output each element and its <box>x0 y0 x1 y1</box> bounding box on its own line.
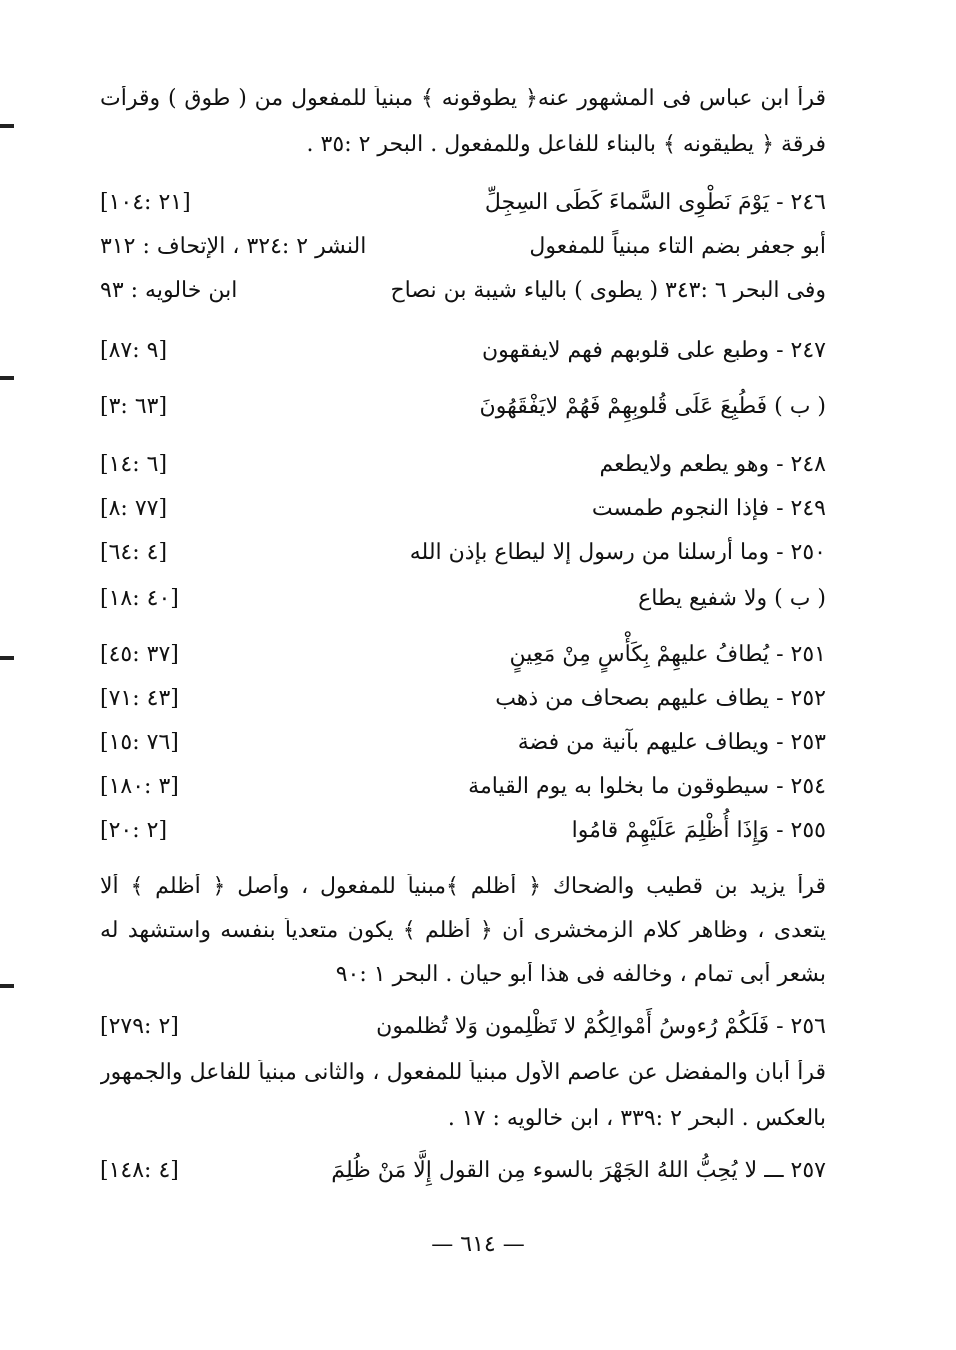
entry-ref: [٩ :٨٧] <box>100 338 168 363</box>
entry-text: ٢٥٥ - وَإِذَا أُظْلِمَ عَلَيْهِمْ قامُوا <box>571 818 826 843</box>
entry-ref: [٢ :٢٧٩] <box>100 1014 179 1039</box>
entry-247-b <box>100 394 826 428</box>
entry-ref: [٧٦ :١٥] <box>100 730 179 755</box>
edge-mark <box>0 984 14 988</box>
edge-mark <box>0 656 14 660</box>
note-246-a <box>100 234 826 268</box>
entry-246 <box>100 190 826 224</box>
entry-text: ٢٥٣ - ويطاف عليهم بآنية من فضة <box>517 730 826 755</box>
entry-text: ٢٤٧ - وطبع على قلوبهم فهم لايفقهون <box>481 338 826 363</box>
entry-text: ٢٥٧ ـــ لا يُحِبُّ اللهُ الجَهْرَ بالسوء مِن القول إِلَّا مَنْ ظُلِمَ <box>331 1158 826 1183</box>
entry-249 <box>100 496 826 530</box>
entry-247 <box>100 338 826 372</box>
entry-text: ٢٥٠ - وما أرسلنا من رسول إلا ليطاع بإذن الله <box>409 540 826 565</box>
entry-text: ٢٥١ - يُطافُ عليهِمْ بِكَأْسٍ مِنْ مَعِينٍ <box>509 642 826 667</box>
entry-ref: [٤٠ :١٨] <box>100 586 179 611</box>
para-255-line-1: قرأ يزيد بن قطيب والضحاك ﴿ أظلم ﴾مبنياً للمفعول ، وأصل ﴿ أظلم ﴾ ألا <box>100 874 826 899</box>
entry-248 <box>100 452 826 486</box>
note-right: وفى البحر ٦ :٣٤٣ ( يطوى ) بالياء شيبة بن نصاح <box>390 278 826 303</box>
para-256-line-1: قرأ أبان والمفضل عن عاصم الأول مبنياً للمفعول ، والثانى مبنياً للفاعل والجمهور <box>100 1060 826 1085</box>
entry-251 <box>100 642 826 676</box>
entry-ref: [٣٧ :٤٥] <box>100 642 179 667</box>
edge-mark <box>0 124 14 128</box>
entry-text: ٢٥٤ - سيطوقون ما بخلوا به يوم القيامة <box>468 774 826 799</box>
entry-254 <box>100 774 826 808</box>
entry-256 <box>100 1014 826 1048</box>
entry-ref: [٣ :١٨٠] <box>100 774 179 799</box>
entry-ref: [٤ :٦٤] <box>100 540 168 565</box>
para-256-line-2: بالعكس . البحر ٢ :٣٣٩ ، ابن خالويه : ١٧ . <box>447 1106 826 1131</box>
entry-text: ٢٥٢ - يطاف عليهم بصحاف من ذهب <box>495 686 826 711</box>
para-255-line-3: بشعر أبى تمام ، وخالفه فى هذا أبو حيان . البحر ١ :٩٠ <box>335 962 826 987</box>
entry-text: ( ب ) ولا شفيع يطاع <box>638 586 826 611</box>
entry-text: ٢٤٨ - وهو يطعم ولايطعم <box>599 452 826 477</box>
entry-252 <box>100 686 826 720</box>
intro-line-1: قرأ ابن عباس فى المشهور عنه﴿ يطوقونه ﴾ مبنياً للمفعول من ( طوق ) وقرأت <box>100 86 826 111</box>
page-number: — ٦١٤ — <box>431 1232 525 1257</box>
note-left: ابن خالويه : ٩٣ <box>100 278 238 303</box>
entry-ref: [٢ :٢٠] <box>100 818 168 843</box>
note-246-b <box>100 278 826 312</box>
para-255-line-2: يتعدى ، وظاهر كلام الزمخشرى أن ﴿ أظلم ﴾ يكون متعدياً بنفسه واستشهد له <box>100 918 826 943</box>
entry-ref: [٦٣ :٣] <box>100 394 168 419</box>
entry-ref: [٢١ :١٠٤] <box>100 190 191 215</box>
edge-mark <box>0 376 14 380</box>
intro-line-2: فرقة ﴿ يطيقونه ﴾ بالبناء للفاعل وللمفعول . البحر ٢ :٣٥ . <box>306 132 826 157</box>
entry-257 <box>100 1158 826 1192</box>
entry-253 <box>100 730 826 764</box>
entry-text: ( ب ) فَطُبِعَ عَلَى قُلوبِهِمْ فَهُمْ لايَفْقَهُونَ <box>479 394 826 419</box>
note-right: أبو جعفر بضم التاء مبنياً للمفعول <box>529 234 826 259</box>
entry-250-b <box>100 586 826 620</box>
entry-ref: [٤ :١٤٨] <box>100 1158 179 1183</box>
entry-ref: [٦ :١٤] <box>100 452 168 477</box>
entry-250 <box>100 540 826 574</box>
entry-text: ٢٤٩ - فإذا النجوم طمست <box>591 496 826 521</box>
entry-text: ٢٤٦ - يَوْمَ نَطْوِى السَّماءَ كَطَى السِجِلِّ <box>484 190 826 215</box>
note-left: النشر ٢ :٣٢٤ ، الإتحاف : ٣١٢ <box>100 234 367 259</box>
entry-255 <box>100 818 826 852</box>
entry-ref: [٧٧ :٨] <box>100 496 168 521</box>
entry-text: ٢٥٦ - فَلَكُمْ رُءوسُ أَمْوالِكُمْ لا تَظْلِمون وَلا تُظلمون <box>376 1014 826 1039</box>
entry-ref: [٤٣ :٧١] <box>100 686 179 711</box>
